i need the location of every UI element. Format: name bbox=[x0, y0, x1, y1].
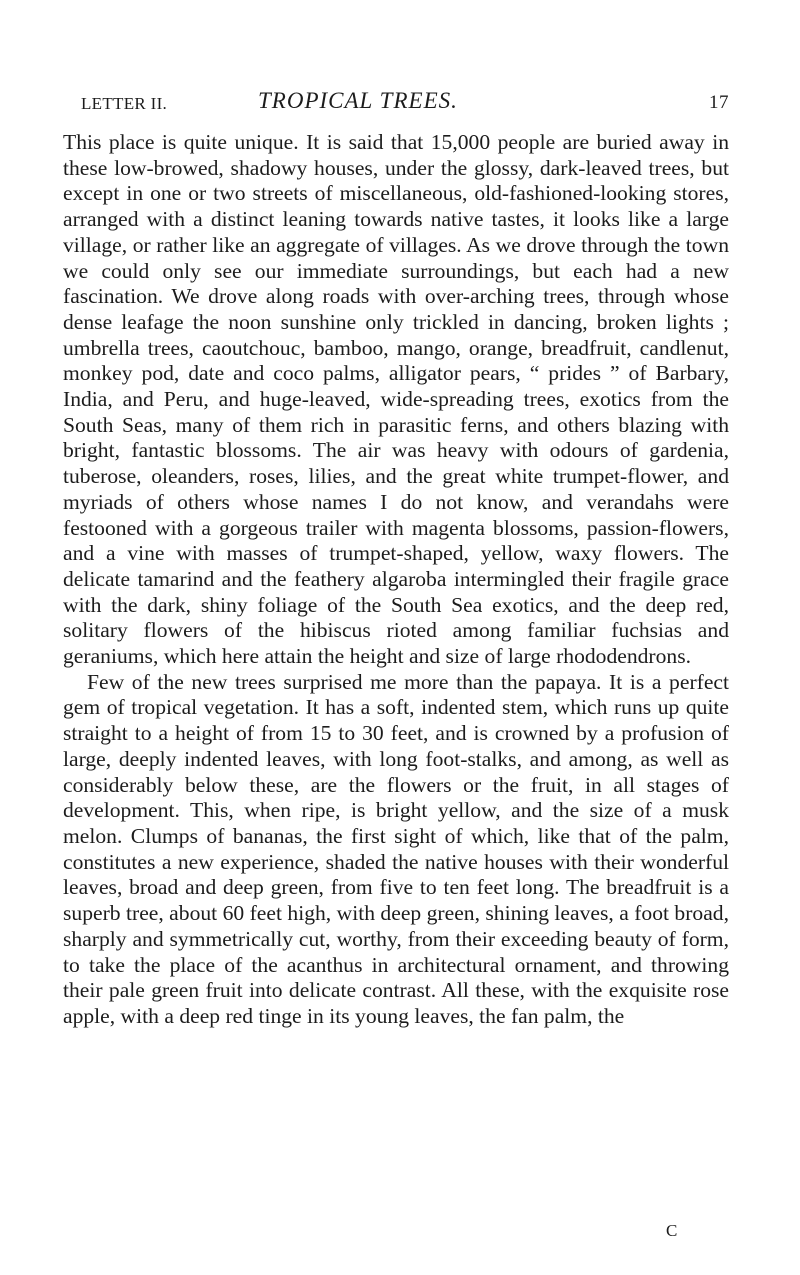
body-text bbox=[63, 130, 729, 1030]
chapter-title: TROPICAL TREES. bbox=[258, 88, 458, 113]
book-page bbox=[63, 88, 729, 1030]
page-number: 17 bbox=[709, 92, 729, 113]
signature-mark: C bbox=[666, 1221, 679, 1240]
letter-label: LETTER II. bbox=[81, 94, 168, 113]
paragraph: Few of the new trees surprised me more than the papaya. It is a perfect gem of tropical vegetation. It has a soft, indented stem, which runs up quite straight to a height of from 15 to 30 feet, and is crowned by a profusion of large, deeply indented leaves, with long foot-stalks, and among, as well as considerably below these, are the flowers or the fruit, in all stages of development. This, when ripe, is bright yellow, and the size of a musk melon. Clumps of bananas, the first sight of which, like that of the palm, constitutes a new experience, shaded the native houses with their wonderful leaves, broad and deep green, from five to ten feet long. The breadfruit is a superb tree, about 60 feet high, with deep green, shining leaves, a foot broad, sharply and symmetrically cut, worthy, from their exceeding beauty of form, to take the place of the acanthus in architectural ornament, and throwing their pale green fruit into delicate contrast. All these, with the exquisite rose apple, with a deep red tinge in its young leaves, the fan palm, the bbox=[63, 669, 729, 1028]
paragraph: This place is quite unique. It is said that 15,000 people are buried away in these low-browed, shadowy houses, under the glossy, dark-leaved trees, but except in one or two streets of miscellaneous, old-fashioned-looking stores, arranged with a distinct leaning towards native tastes, it looks like a large village, or rather like an aggregate of villages. As we drove through the town we could only see our immediate surroundings, but each had a new fascination. We drove along roads with over-arching trees, through whose dense leafage the noon sunshine only trickled in dancing, broken lights ; umbrella trees, caoutchouc, bamboo, mango, orange, breadfruit, candlenut, monkey pod, date and coco palms, alligator pears, “ prides ” of Barbary, India, and Peru, and huge-leaved, wide-spreading trees, exotics from the South Seas, many of them rich in parasitic ferns, and others blazing with bright, fantastic blossoms. The air was heavy with odours of gardenia, tuberose, oleanders, roses, lilies, and the great white trumpet-flower, and myriads of others whose names I do not know, and verandahs were festooned with a gorgeous trailer with magenta blossoms, passion-flowers, and a vine with masses of trumpet-shaped, yellow, waxy flowers. The delicate tamarind and the feathery algaroba intermingled their fragile grace with the dark, shiny foliage of the South Sea exotics, and the deep red, solitary flowers of the hibiscus rioted among familiar fuchsias and geraniums, which here attain the height and size of large rhododendrons. bbox=[63, 130, 729, 669]
running-header bbox=[63, 88, 729, 122]
